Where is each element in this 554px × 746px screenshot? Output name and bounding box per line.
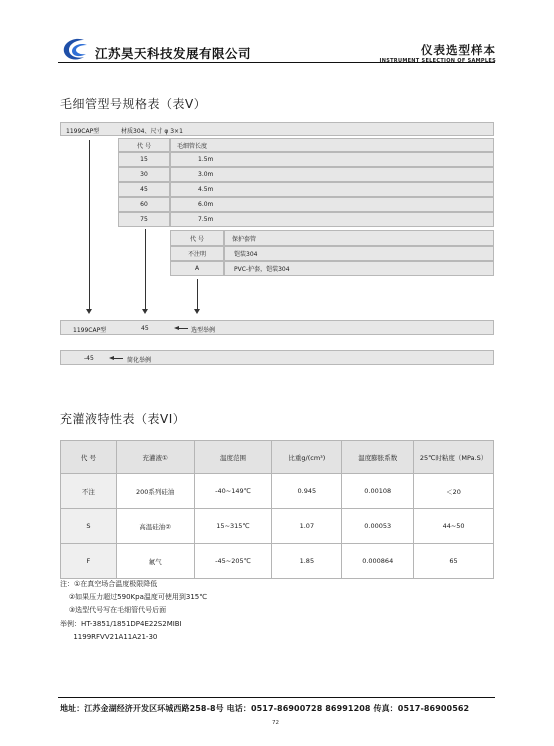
- example-label: 选型举例: [191, 327, 216, 334]
- connector-line: [197, 279, 198, 310]
- footer-divider: [58, 697, 495, 698]
- arrow-shaft: [113, 358, 123, 359]
- table-row: [61, 544, 494, 579]
- column-header: 温度膨胀系数: [342, 441, 414, 474]
- table-cell: 高温硅油②: [116, 509, 194, 544]
- table-cell: F: [61, 544, 117, 579]
- notes: [60, 578, 207, 644]
- header-title-en: INSTRUMENT SELECTION OF SAMPLES: [379, 58, 496, 64]
- table-header-row: [61, 441, 494, 474]
- length-value-cell: 7.5m: [170, 212, 494, 227]
- sheath-code-header: 代 号: [170, 230, 224, 246]
- connector-line: [145, 229, 146, 310]
- arrow-down-icon: [86, 309, 92, 314]
- table-cell: -45~205℃: [194, 544, 272, 579]
- length-code-cell: 15: [118, 152, 170, 167]
- sheath-code-cell: 不注明: [170, 246, 224, 261]
- table-v-title: 毛细管型号规格表（表V）: [60, 97, 207, 111]
- table-cell: 氟气: [116, 544, 194, 579]
- footer-contact: 地址：江苏金湖经济开发区环城西路258-8号 电话：0517-86900728 86991208 传真：0517-86900562: [60, 704, 470, 713]
- length-code-header: 代 号: [118, 138, 170, 152]
- header-title-cn: 仪表选型样本: [421, 43, 496, 57]
- material-label: 材质304、尺寸 φ 3×1: [121, 128, 183, 135]
- note-line: ③选型代号写在毛细管代号后面: [60, 606, 167, 615]
- table-cell: 0.945: [272, 474, 342, 509]
- arrow-down-icon: [194, 309, 200, 314]
- column-header: 代 号: [61, 441, 117, 474]
- length-code-cell: 60: [118, 197, 170, 212]
- table-cell: S: [61, 509, 117, 544]
- length-label-header: 毛细管长度: [170, 138, 494, 152]
- length-value-cell: 4.5m: [170, 182, 494, 197]
- column-header: 25℃时粘度（MPa.S）: [414, 441, 494, 474]
- sheath-value-cell: PVC-护套，铠装304: [224, 261, 494, 276]
- fill-fluid-table: [60, 440, 494, 579]
- page-number: 72: [272, 720, 279, 726]
- sheath-code-cell: A: [170, 261, 224, 276]
- table-row: [61, 509, 494, 544]
- model-bar: [60, 122, 494, 136]
- sheath-value-cell: 铠装304: [224, 246, 494, 261]
- length-code-cell: 75: [118, 212, 170, 227]
- simplified-bar: [60, 350, 494, 365]
- table-cell: -40~149℃: [194, 474, 272, 509]
- arrow-shaft: [178, 328, 188, 329]
- table-cell: 0.00108: [342, 474, 414, 509]
- connector-line: [89, 140, 90, 310]
- note-line: 举例：HT-3851/1851DP4E22S2MIBI: [60, 619, 182, 628]
- simplified-code: -45: [84, 355, 94, 362]
- example-bar: [60, 320, 494, 335]
- table-cell: 0.00053: [342, 509, 414, 544]
- header-divider: [58, 62, 495, 63]
- example-model: 1199CAP型: [73, 327, 107, 334]
- example-code: 45: [141, 325, 149, 332]
- table-cell: 15~315℃: [194, 509, 272, 544]
- table-cell: 1.07: [272, 509, 342, 544]
- table-cell: ＜20: [414, 474, 494, 509]
- length-value-cell: 1.5m: [170, 152, 494, 167]
- column-header: 比重g/(cm³): [272, 441, 342, 474]
- table-row: [61, 474, 494, 509]
- arrow-down-icon: [142, 309, 148, 314]
- length-code-cell: 45: [118, 182, 170, 197]
- model-label: 1199CAP型: [66, 128, 100, 135]
- note-line: ②如果压力超过590Kpa温度可使用到315℃: [60, 593, 208, 602]
- table-cell: 1.85: [272, 544, 342, 579]
- company-name: 江苏昊天科技发展有限公司: [95, 46, 252, 61]
- table-cell: 65: [414, 544, 494, 579]
- column-header: 温度范围: [194, 441, 272, 474]
- note-line: 1199RFVV21A11A21-30: [60, 632, 158, 641]
- table-vi-title: 充灌液特性表（表VI）: [60, 412, 186, 426]
- simplified-label: 简化举例: [127, 357, 152, 364]
- sheath-label-header: 保护套管: [224, 230, 494, 246]
- table-cell: 200系列硅油: [116, 474, 194, 509]
- table-cell: 0.000864: [342, 544, 414, 579]
- table-cell: 不注: [61, 474, 117, 509]
- note-line: 注：①在真空场合温度极限降低: [60, 580, 158, 588]
- length-value-cell: 3.0m: [170, 167, 494, 182]
- length-value-cell: 6.0m: [170, 197, 494, 212]
- column-header: 充灌液①: [116, 441, 194, 474]
- header-right: [380, 42, 496, 64]
- company-logo-icon: [60, 37, 90, 63]
- table-cell: 44~50: [414, 509, 494, 544]
- length-code-cell: 30: [118, 167, 170, 182]
